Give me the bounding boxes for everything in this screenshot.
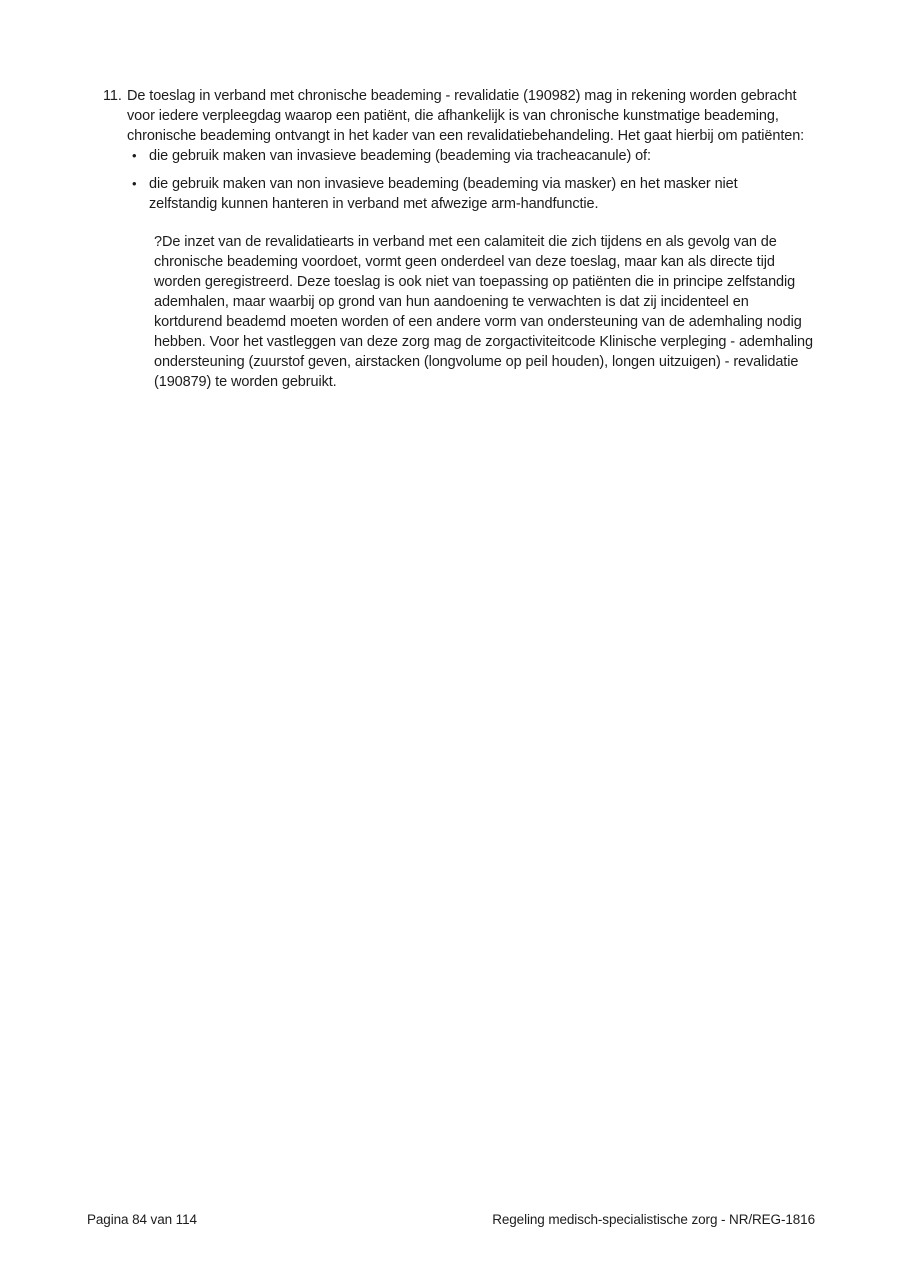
page-footer xyxy=(87,1211,815,1229)
body-paragraph: ?De inzet van de revalidatiearts in verband met een calamiteit die zich tijdens en als gevolg van de chronische beademing voordoet, vormt geen onderdeel van deze toeslag, maar kan als directe tijd worden geregistreerd. Deze toeslag is ook niet van toepassing op patiënten die in principe zelfstandig ademhalen, maar waarbij op grond van hun aandoening te verwachten is dat zij incidenteel en kortdurend beademd moeten worden of een andere vorm van ondersteuning van de ademhaling nodig hebben. Voor het vastleggen van deze zorg mag de zorgactiviteitcode Klinische verpleging - ademhaling ondersteuning (zuurstof geven, airstacken (longvolume op peil houden), longen uitzuigen) - revalidatie (190879) te worden gebruikt. xyxy=(154,234,813,390)
document-content xyxy=(103,86,815,392)
intro-paragraph: De toeslag in verband met chronische beademing - revalidatie (190982) mag in rekening worden gebracht voor iedere verpleegdag waarop een patiënt, die afhankelijk is van chronische kunstmatige beademing, chronische beademing ontvangt in het kader van een revalidatiebehandeling. Het gaat hierbij om patiënten: xyxy=(127,88,805,144)
list-item xyxy=(127,146,787,166)
bullet-icon: • xyxy=(132,176,137,191)
footer-document-title: Regeling medisch-specialistische zorg - NR/REG-1816 xyxy=(492,1212,815,1227)
bullet-text: die gebruik maken van non invasieve beademing (beademing via masker) en het masker niet zelfstandig kunnen hanteren in verband met afwezige arm-handfunctie. xyxy=(149,176,738,212)
bullet-list xyxy=(127,146,816,214)
list-item-body xyxy=(127,86,816,392)
bullet-text: die gebruik maken van invasieve beademing (beademing via tracheacanule) of: xyxy=(149,148,651,164)
list-item xyxy=(127,174,787,214)
footer-page-number: Pagina 84 van 114 xyxy=(87,1212,197,1227)
bullet-icon: • xyxy=(132,148,137,163)
numbered-list-item-11 xyxy=(103,86,815,392)
list-item-number: 11. xyxy=(103,88,122,104)
